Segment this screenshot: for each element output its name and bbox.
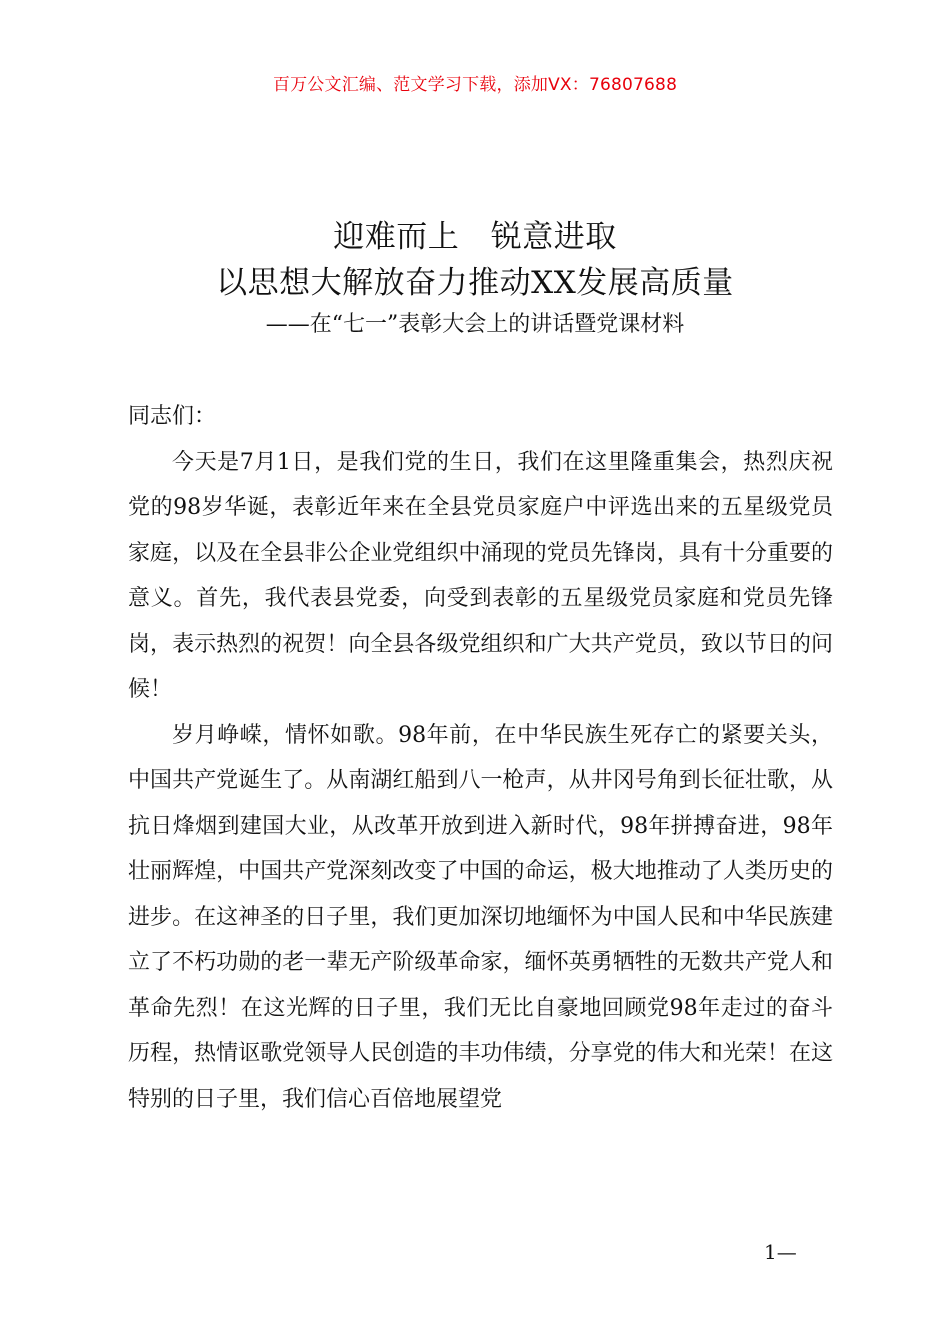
paragraph-1: 今天是7月1日，是我们党的生日，我们在这里隆重集会，热烈庆祝党的98岁华诞，表彰近年来在全县党员家庭户中评选出来的五星级党员家庭，以及在全县非公企业党组织中涌现的党员先锋岗，具有十分重要的意义。首先，我代表县党委，向受到表彰的五星级党员家庭和党员先锋岗，表示热烈的祝贺！向全县各级党组织和广大共产党员，致以节日的问候！	[128, 449, 833, 702]
title-line-1: 迎难而上 锐意进取	[333, 219, 617, 255]
subtitle: ——在“七一”表彰大会上的讲话暨党课材料	[265, 312, 685, 337]
title-block	[0, 214, 950, 342]
page-number: 1—	[764, 1240, 797, 1264]
header-note: 百万公文汇编、范文学习下载，添加VX：76807688	[272, 75, 678, 95]
salutation: 同志们：	[128, 404, 217, 429]
title-line-2: 以思想大解放奋力推动XX发展高质量	[216, 265, 734, 301]
paragraph-2: 岁月峥嵘，情怀如歌。98年前，在中华民族生死存亡的紧要关头，中国共产党诞生了。从南湖红船到八一枪声，从井冈号角到长征壮歌，从抗日烽烟到建国大业，从改革开放到进入新时代，98年拼搏奋进，98年壮丽辉煌，中国共产党深刻改变了中国的命运，极大地推动了人类历史的进步。在这神圣的日子里，我们更加深切地缅怀为中国人民和中华民族建立了不朽功勋的老一辈无产阶级革命家，缅怀英勇牺牲的无数共产党人和革命先烈！在这光辉的日子里，我们无比自豪地回顾党98年走过的奋斗历程，热情讴歌党领导人民创造的丰功伟绩，分享党的伟大和光荣！在这特别的日子里，我们信心百倍地展望党	[128, 722, 833, 1112]
document-body	[128, 394, 833, 1122]
